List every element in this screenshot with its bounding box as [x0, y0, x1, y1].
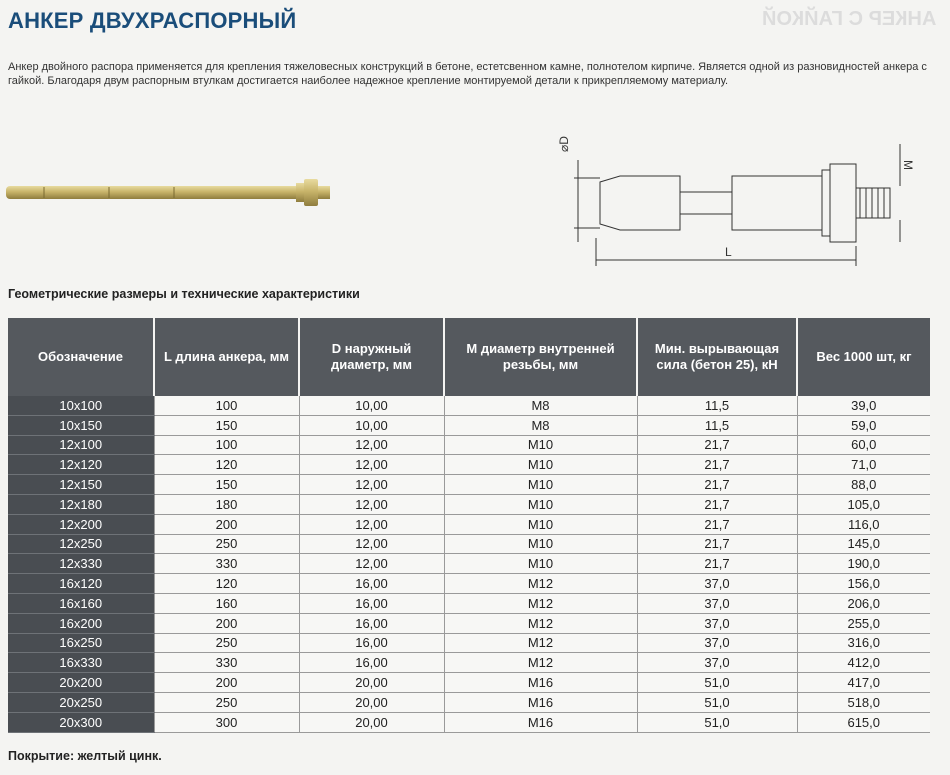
length-label: L	[725, 245, 732, 259]
cell-designation: 16x330	[8, 653, 154, 673]
table-row	[8, 396, 930, 415]
cell-diameter: 12,00	[299, 554, 444, 574]
cell-diameter: 12,00	[299, 455, 444, 475]
cell-thread: M10	[444, 475, 637, 495]
cell-weight: 316,0	[797, 633, 930, 653]
cell-length: 300	[154, 712, 299, 732]
cell-weight: 116,0	[797, 514, 930, 534]
cell-pullout-force: 51,0	[637, 692, 797, 712]
cell-diameter: 16,00	[299, 593, 444, 613]
cell-thread: M12	[444, 613, 637, 633]
cell-weight: 105,0	[797, 494, 930, 514]
cell-diameter: 16,00	[299, 633, 444, 653]
cell-pullout-force: 51,0	[637, 712, 797, 732]
cell-pullout-force: 21,7	[637, 554, 797, 574]
table-row	[8, 494, 930, 514]
cell-designation: 12x100	[8, 435, 154, 455]
cell-thread: M8	[444, 415, 637, 435]
cell-weight: 206,0	[797, 593, 930, 613]
cell-length: 330	[154, 653, 299, 673]
anchor-photo	[4, 168, 334, 218]
cell-pullout-force: 21,7	[637, 534, 797, 554]
cell-diameter: 12,00	[299, 435, 444, 455]
cell-length: 250	[154, 633, 299, 653]
cell-designation: 16x250	[8, 633, 154, 653]
cell-weight: 156,0	[797, 574, 930, 594]
table-row	[8, 613, 930, 633]
table-row	[8, 415, 930, 435]
cell-designation: 20x200	[8, 673, 154, 693]
col-header-length: L длина анкера, мм	[154, 318, 299, 396]
cell-pullout-force: 21,7	[637, 475, 797, 495]
cell-length: 120	[154, 455, 299, 475]
anchor-sleeve	[6, 186, 306, 199]
cell-designation: 16x200	[8, 613, 154, 633]
cell-designation: 12x250	[8, 534, 154, 554]
table-row	[8, 712, 930, 732]
table-row	[8, 673, 930, 693]
cell-pullout-force: 21,7	[637, 514, 797, 534]
cell-diameter: 20,00	[299, 712, 444, 732]
cell-designation: 12x180	[8, 494, 154, 514]
cell-diameter: 12,00	[299, 475, 444, 495]
cell-length: 250	[154, 692, 299, 712]
table-row	[8, 633, 930, 653]
col-header-diameter: D наружный диаметр, мм	[299, 318, 444, 396]
cell-weight: 59,0	[797, 415, 930, 435]
table-body	[8, 396, 930, 732]
col-header-designation: Обозначение	[8, 318, 154, 396]
ghost-title: АНКЕР С ГАЙКОЙ	[761, 8, 936, 30]
drawing-nut	[830, 164, 856, 242]
cell-weight: 88,0	[797, 475, 930, 495]
cell-weight: 518,0	[797, 692, 930, 712]
diameter-label: ⌀D	[557, 136, 571, 152]
cell-pullout-force: 21,7	[637, 455, 797, 475]
table-row	[8, 435, 930, 455]
cell-thread: M12	[444, 653, 637, 673]
cell-weight: 255,0	[797, 613, 930, 633]
spec-table	[8, 318, 930, 733]
anchor-thread	[318, 186, 330, 199]
table-row	[8, 593, 930, 613]
anchor-nut	[304, 179, 318, 206]
page-title: АНКЕР ДВУХРАСПОРНЫЙ	[8, 8, 297, 33]
cell-diameter: 12,00	[299, 514, 444, 534]
drawing-thread	[856, 188, 890, 218]
cell-thread: M8	[444, 396, 637, 415]
coating-note: Покрытие: желтый цинк.	[8, 749, 162, 763]
cell-diameter: 16,00	[299, 613, 444, 633]
cell-designation: 16x160	[8, 593, 154, 613]
anchor-washer	[296, 183, 304, 202]
col-header-weight: Вес 1000 шт, кг	[797, 318, 930, 396]
cell-length: 180	[154, 494, 299, 514]
cell-length: 330	[154, 554, 299, 574]
drawing-sleeve-front	[600, 176, 680, 230]
cell-designation: 12x330	[8, 554, 154, 574]
cell-weight: 412,0	[797, 653, 930, 673]
cell-thread: M16	[444, 673, 637, 693]
cell-weight: 190,0	[797, 554, 930, 574]
cell-pullout-force: 11,5	[637, 396, 797, 415]
cell-diameter: 12,00	[299, 494, 444, 514]
cell-diameter: 10,00	[299, 415, 444, 435]
cell-weight: 71,0	[797, 455, 930, 475]
cell-weight: 615,0	[797, 712, 930, 732]
cell-designation: 20x250	[8, 692, 154, 712]
cell-pullout-force: 11,5	[637, 415, 797, 435]
cell-thread: M12	[444, 574, 637, 594]
cell-diameter: 12,00	[299, 534, 444, 554]
cell-length: 150	[154, 475, 299, 495]
cell-pullout-force: 37,0	[637, 593, 797, 613]
cell-thread: M10	[444, 534, 637, 554]
drawing-sleeve-back	[732, 176, 822, 230]
cell-thread: M16	[444, 712, 637, 732]
cell-thread: M12	[444, 593, 637, 613]
cell-length: 100	[154, 396, 299, 415]
cell-length: 200	[154, 514, 299, 534]
cell-designation: 10x150	[8, 415, 154, 435]
thread-label: M	[901, 160, 915, 170]
table-row	[8, 514, 930, 534]
cell-designation: 20x300	[8, 712, 154, 732]
cell-weight: 60,0	[797, 435, 930, 455]
cell-thread: M10	[444, 494, 637, 514]
cell-thread: M10	[444, 435, 637, 455]
table-row	[8, 534, 930, 554]
cell-weight: 417,0	[797, 673, 930, 693]
cell-thread: M12	[444, 633, 637, 653]
col-header-pullout-force: Мин. вырывающая сила (бетон 25), кН	[637, 318, 797, 396]
cell-length: 200	[154, 673, 299, 693]
cell-length: 150	[154, 415, 299, 435]
drawing-washer	[822, 170, 830, 236]
cell-designation: 12x150	[8, 475, 154, 495]
cell-diameter: 16,00	[299, 653, 444, 673]
cell-pullout-force: 21,7	[637, 435, 797, 455]
cell-designation: 10x100	[8, 396, 154, 415]
cell-length: 250	[154, 534, 299, 554]
intro-text: Анкер двойного распора применяется для крепления тяжеловесных конструкций в бетоне, естетсвенном камне, полнотелом кирпиче. Является одной из разновидностей анкера с гайкой. Благодаря двум распорным втулкам достигается наиболее надежное крепление монтируемой детали к прикрепляемому материалу.	[8, 61, 927, 87]
section-subtitle: Геометрические размеры и технические характеристики	[8, 287, 360, 301]
cell-diameter: 20,00	[299, 692, 444, 712]
cell-pullout-force: 21,7	[637, 494, 797, 514]
cell-length: 200	[154, 613, 299, 633]
cell-diameter: 10,00	[299, 396, 444, 415]
cell-length: 100	[154, 435, 299, 455]
cell-diameter: 16,00	[299, 574, 444, 594]
table-row	[8, 692, 930, 712]
cell-designation: 12x200	[8, 514, 154, 534]
table-row	[8, 475, 930, 495]
table-row	[8, 455, 930, 475]
cell-pullout-force: 51,0	[637, 673, 797, 693]
cell-designation: 12x120	[8, 455, 154, 475]
cell-pullout-force: 37,0	[637, 613, 797, 633]
cell-pullout-force: 37,0	[637, 574, 797, 594]
cell-designation: 16x120	[8, 574, 154, 594]
anchor-drawing	[557, 130, 920, 270]
cell-thread: M10	[444, 514, 637, 534]
cell-thread: M10	[444, 554, 637, 574]
cell-weight: 39,0	[797, 396, 930, 415]
table-row	[8, 653, 930, 673]
cell-pullout-force: 37,0	[637, 633, 797, 653]
cell-pullout-force: 37,0	[637, 653, 797, 673]
table-row	[8, 554, 930, 574]
cell-length: 120	[154, 574, 299, 594]
table-row	[8, 574, 930, 594]
cell-length: 160	[154, 593, 299, 613]
table-header-row	[8, 318, 930, 396]
cell-thread: M10	[444, 455, 637, 475]
cell-weight: 145,0	[797, 534, 930, 554]
cell-thread: M16	[444, 692, 637, 712]
col-header-thread: М диаметр внутренней резьбы, мм	[444, 318, 637, 396]
cell-diameter: 20,00	[299, 673, 444, 693]
